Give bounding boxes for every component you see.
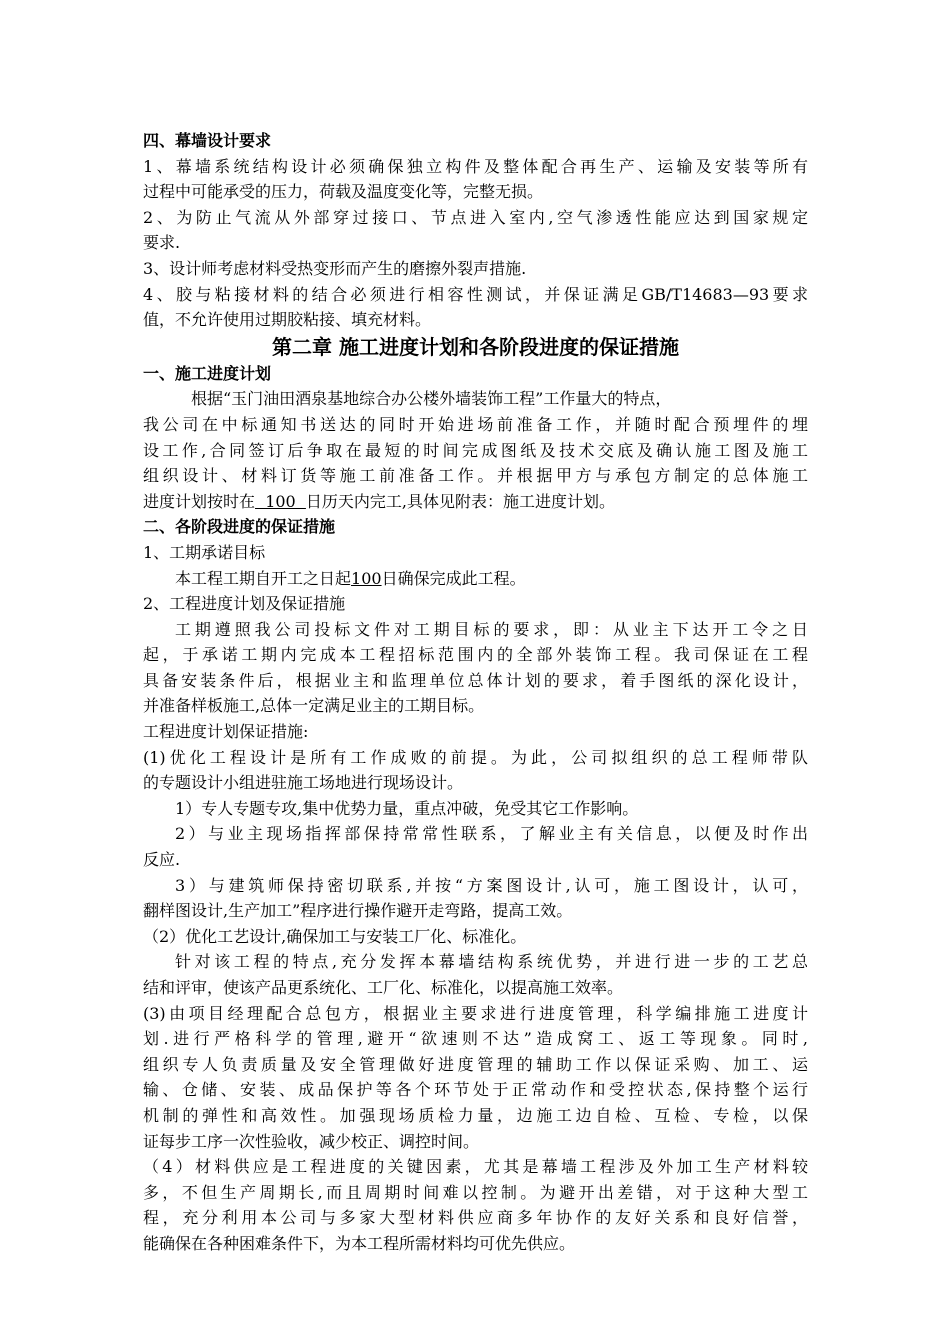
section-heading-curtain-wall-requirements: 四、幕墙设计要求	[143, 131, 272, 150]
measure-1-item-2-line-1: 2）与业主现场指挥部保持常常性联系，了解业主有关信息，以便及时作出	[175, 824, 808, 844]
progress-paragraph-line-3: 具备安装条件后，根据业主和监理单位总体计划的要求，着手图纸的深化设计，	[143, 670, 808, 690]
progress-paragraph-line-4: 并准备样板施工,总体一定满足业主的工期目标。	[143, 696, 485, 716]
measure-1-item-1: 1）专人专题专攻,集中优势力量，重点冲破，免受其它工作影响。	[175, 798, 639, 818]
measure-3-line-3: 组织专人负责质量及安全管理做好进度管理的辅助工作以保证采购、加工、运	[143, 1054, 808, 1074]
duration-text-before-days: 本工程工期自开工之日起	[175, 568, 352, 588]
schedule-paragraph-line-4: 组织设计、材料订货等施工前准备工作。并根据甲方与承包方制定的总体施工	[143, 466, 808, 486]
schedule-days-value: 100	[255, 491, 306, 511]
subheading-progress-plan: 2、工程进度计划及保证措施	[143, 594, 346, 614]
measure-1-line-2: 的专题设计小组进驻施工场地进行现场设计。	[143, 773, 464, 793]
requirement-2-line-2: 要求.	[143, 233, 181, 253]
duration-target-text	[143, 566, 808, 592]
document-body	[143, 128, 808, 1257]
measure-3-line-6: 证每步工序一次性验收，减少校正、调控时间。	[143, 1131, 480, 1151]
duration-text-after-days: 日确保完成此工程。	[381, 568, 526, 588]
measure-3-line-1: (3)由项目经理配合总包方，根据业主要求进行进度管理，科学编排施工进度计	[143, 1003, 808, 1023]
measure-3-line-5: 机制的弹性和高效性。加强现场质检力量，边施工边自检、互检、专检，以保	[143, 1105, 808, 1125]
section-heading-stage-guarantees: 二、各阶段进度的保证措施	[143, 517, 336, 537]
measure-1-item-3-line-2: 翻样图设计,生产加工”程序进行操作避开走弯路，提高工效。	[143, 901, 573, 921]
schedule-text-before-days: 进度计划按时在	[143, 491, 256, 511]
measure-3-line-4: 输、仓储、安装、成品保护等各个环节处于正常动作和受控状态,保持整个运行	[143, 1080, 808, 1100]
measure-4-line-2: 多，不但生产周期长,而且周期时间难以控制。为避开出差错，对于这种大型工	[143, 1182, 808, 1202]
requirement-4-line-1: 4、胶与粘接材料的结合必须进行相容性测试，并保证满足GB/T14683—93要求	[143, 284, 808, 304]
measure-1-item-3-line-1: 3）与建筑师保持密切联系,并按“方案图设计,认可，施工图设计，认可，	[175, 875, 808, 895]
measure-4-line-4: 能确保在各种困难条件下，为本工程所需材料均可优先供应。	[143, 1233, 576, 1253]
schedule-paragraph-line-5	[143, 489, 808, 515]
measure-2-paragraph-line-1: 针对该工程的特点,充分发挥本幕墙结构系统优势，并进行进一步的工艺总	[175, 952, 808, 972]
progress-paragraph-line-1: 工期遵照我公司投标文件对工期目标的要求，即：从业主下达开工令之日	[175, 619, 808, 639]
measure-4-line-1: （4）材料供应是工程进度的关键因素，尤其是幕墙工程涉及外加工生产材料较	[143, 1157, 808, 1177]
duration-days-value: 100	[351, 568, 382, 588]
chapter-title: 第二章 施工进度计划和各阶段进度的保证措施	[272, 334, 679, 359]
subheading-duration-target: 1、工期承诺目标	[143, 542, 266, 562]
requirement-4-line-2: 值，不允许使用过期胶粘接、填充材料。	[143, 310, 432, 330]
schedule-paragraph-line-2: 我公司在中标通知书送达的同时开始进场前准备工作，并随时配合预埋件的埋	[143, 414, 808, 434]
measures-label: 工程进度计划保证措施:	[143, 722, 309, 742]
schedule-text-after-days: 日历天内完工,具体见附表：施工进度计划。	[305, 491, 615, 511]
requirement-1-line-2: 过程中可能承受的压力，荷载及温度变化等，完整无损。	[143, 182, 544, 202]
measure-1-line-1: (1)优化工程设计是所有工作成败的前提。为此，公司拟组织的总工程师带队	[143, 747, 808, 767]
requirement-3: 3、设计师考虑材料受热变形而产生的磨擦外裂声措施.	[143, 258, 527, 278]
progress-paragraph-line-2: 起，于承诺工期内完成本工程招标范围内的全部外装饰工程。我司保证在工程	[143, 645, 808, 665]
section-heading-schedule: 一、施工进度计划	[143, 363, 272, 383]
schedule-paragraph-line-3: 设工作,合同签订后争取在最短的时间完成图纸及技术交底及确认施工图及施工	[143, 440, 808, 460]
schedule-paragraph-line-1: 根据“玉门油田酒泉基地综合办公楼外墙装饰工程”工作量大的特点，	[191, 389, 672, 409]
measure-1-item-2-line-2: 反应.	[143, 850, 181, 870]
requirement-1-line-1: 1、幕墙系统结构设计必须确保独立构件及整体配合再生产、运输及安装等所有	[143, 156, 808, 176]
requirement-2-line-1: 2、为防止气流从外部穿过接口、节点进入室内,空气渗透性能应达到国家规定	[143, 207, 808, 227]
measure-2: （2）优化工艺设计,确保加工与安装工厂化、标准化。	[143, 926, 527, 946]
measure-2-paragraph-line-2: 结和评审，使该产品更系统化、工厂化、标准化，以提高施工效率。	[143, 978, 624, 997]
measure-4-line-3: 程，充分利用本公司与多家大型材料供应商多年协作的友好关系和良好信誉，	[143, 1208, 808, 1228]
measure-3-line-2: 划.进行严格科学的管理,避开“欲速则不达”造成窝工、返工等现象。同时,	[143, 1029, 808, 1049]
